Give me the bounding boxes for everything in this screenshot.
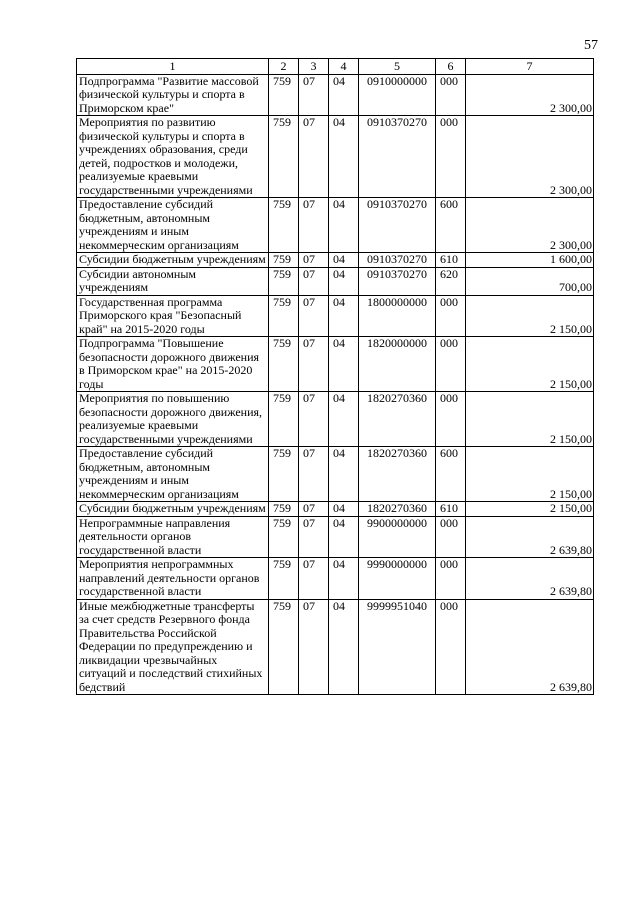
header-cell: 6: [436, 59, 466, 75]
row-amount-cell: 700,00: [466, 267, 594, 295]
row-vedomstvo-cell: 759: [269, 295, 299, 337]
table-row: [77, 198, 594, 253]
row-name-cell: Подпрограмма "Повышение безопасности дорожного движения в Приморском крае" на 2015-2020 годы: [77, 337, 269, 392]
row-podrazdel-cell: 04: [329, 558, 359, 600]
row-razdel-cell: 07: [299, 253, 329, 268]
row-podrazdel-cell: 04: [329, 516, 359, 558]
row-csr-cell: 0910370270: [359, 116, 436, 198]
row-name-cell: Мероприятия по развитию физической культуры и спорта в учреждениях образования, среди детей, подростков и молодежи, реализуемые краевыми государственными учреждениями: [77, 116, 269, 198]
row-vr-cell: 000: [436, 558, 466, 600]
row-csr-cell: 1820270360: [359, 502, 436, 517]
row-name-cell: Субсидии бюджетным учреждениям: [77, 253, 269, 268]
row-podrazdel-cell: 04: [329, 253, 359, 268]
row-name-cell: Мероприятия непрограммных направлений деятельности органов государственной власти: [77, 558, 269, 600]
table-header-row: [77, 59, 594, 75]
row-amount-cell: 2 639,80: [466, 558, 594, 600]
row-razdel-cell: 07: [299, 116, 329, 198]
row-csr-cell: 0910370270: [359, 267, 436, 295]
row-amount-cell: 2 150,00: [466, 502, 594, 517]
row-razdel-cell: 07: [299, 337, 329, 392]
row-podrazdel-cell: 04: [329, 198, 359, 253]
row-csr-cell: 9900000000: [359, 516, 436, 558]
row-podrazdel-cell: 04: [329, 392, 359, 447]
row-razdel-cell: 07: [299, 558, 329, 600]
table-row: [77, 253, 594, 268]
row-name-cell: Предоставление субсидий бюджетным, автономным учреждениям и иным некоммерческим организациям: [77, 198, 269, 253]
table-row: [77, 516, 594, 558]
row-podrazdel-cell: 04: [329, 267, 359, 295]
row-vr-cell: 000: [436, 516, 466, 558]
row-csr-cell: 9999951040: [359, 599, 436, 695]
row-vedomstvo-cell: 759: [269, 116, 299, 198]
budget-table: [76, 58, 594, 695]
row-amount-cell: 2 150,00: [466, 337, 594, 392]
row-vedomstvo-cell: 759: [269, 502, 299, 517]
row-csr-cell: 1820270360: [359, 447, 436, 502]
row-amount-cell: 2 639,80: [466, 516, 594, 558]
row-razdel-cell: 07: [299, 447, 329, 502]
row-vedomstvo-cell: 759: [269, 198, 299, 253]
table-row: [77, 392, 594, 447]
row-vedomstvo-cell: 759: [269, 337, 299, 392]
row-podrazdel-cell: 04: [329, 74, 359, 116]
header-cell: 2: [269, 59, 299, 75]
row-amount-cell: 2 300,00: [466, 198, 594, 253]
row-csr-cell: 0910370270: [359, 198, 436, 253]
row-amount-cell: 2 150,00: [466, 447, 594, 502]
row-podrazdel-cell: 04: [329, 599, 359, 695]
table-row: [77, 74, 594, 116]
table-row: [77, 295, 594, 337]
row-vr-cell: 610: [436, 253, 466, 268]
row-vr-cell: 000: [436, 74, 466, 116]
row-razdel-cell: 07: [299, 599, 329, 695]
row-name-cell: Мероприятия по повышению безопасности дорожного движения, реализуемые краевыми государственными учреждениями: [77, 392, 269, 447]
row-amount-cell: 1 600,00: [466, 253, 594, 268]
header-cell: 7: [466, 59, 594, 75]
row-razdel-cell: 07: [299, 295, 329, 337]
header-cell: 1: [77, 59, 269, 75]
row-razdel-cell: 07: [299, 502, 329, 517]
header-cell: 4: [329, 59, 359, 75]
table-row: [77, 116, 594, 198]
row-name-cell: Субсидии автономным учреждениям: [77, 267, 269, 295]
row-name-cell: Субсидии бюджетным учреждениям: [77, 502, 269, 517]
row-csr-cell: 0910000000: [359, 74, 436, 116]
row-vr-cell: 600: [436, 447, 466, 502]
row-name-cell: Подпрограмма "Развитие массовой физической культуры и спорта в Приморском крае": [77, 74, 269, 116]
header-cell: 5: [359, 59, 436, 75]
row-name-cell: Иные межбюджетные трансферты за счет средств Резервного фонда Правительства Российской Федерации по предупреждению и ликвидации чрезвычайных ситуаций и последствий стихийных бедствий: [77, 599, 269, 695]
row-podrazdel-cell: 04: [329, 116, 359, 198]
row-name-cell: Предоставление субсидий бюджетным, автономным учреждениям и иным некоммерческим организациям: [77, 447, 269, 502]
row-vr-cell: 000: [436, 295, 466, 337]
row-vr-cell: 620: [436, 267, 466, 295]
table-row: [77, 558, 594, 600]
row-amount-cell: 2 300,00: [466, 74, 594, 116]
row-vedomstvo-cell: 759: [269, 599, 299, 695]
row-vr-cell: 000: [436, 392, 466, 447]
header-cell: 3: [299, 59, 329, 75]
row-razdel-cell: 07: [299, 516, 329, 558]
page-number: 57: [584, 38, 598, 53]
row-name-cell: Непрограммные направления деятельности органов государственной власти: [77, 516, 269, 558]
table-row: [77, 502, 594, 517]
row-amount-cell: 2 150,00: [466, 295, 594, 337]
row-podrazdel-cell: 04: [329, 447, 359, 502]
row-amount-cell: 2 300,00: [466, 116, 594, 198]
row-vedomstvo-cell: 759: [269, 267, 299, 295]
table-row: [77, 447, 594, 502]
row-razdel-cell: 07: [299, 74, 329, 116]
row-vr-cell: 000: [436, 599, 466, 695]
row-csr-cell: 0910370270: [359, 253, 436, 268]
row-name-cell: Государственная программа Приморского края "Безопасный край" на 2015-2020 годы: [77, 295, 269, 337]
row-podrazdel-cell: 04: [329, 337, 359, 392]
row-vedomstvo-cell: 759: [269, 558, 299, 600]
row-podrazdel-cell: 04: [329, 502, 359, 517]
row-vedomstvo-cell: 759: [269, 516, 299, 558]
row-podrazdel-cell: 04: [329, 295, 359, 337]
row-csr-cell: 9990000000: [359, 558, 436, 600]
row-vr-cell: 000: [436, 116, 466, 198]
row-vr-cell: 610: [436, 502, 466, 517]
table-row: [77, 267, 594, 295]
row-amount-cell: 2 639,80: [466, 599, 594, 695]
row-razdel-cell: 07: [299, 267, 329, 295]
row-csr-cell: 1820000000: [359, 337, 436, 392]
row-vedomstvo-cell: 759: [269, 74, 299, 116]
row-vr-cell: 000: [436, 337, 466, 392]
row-csr-cell: 1820270360: [359, 392, 436, 447]
row-vr-cell: 600: [436, 198, 466, 253]
table-row: [77, 599, 594, 695]
row-amount-cell: 2 150,00: [466, 392, 594, 447]
row-vedomstvo-cell: 759: [269, 253, 299, 268]
row-vedomstvo-cell: 759: [269, 447, 299, 502]
row-razdel-cell: 07: [299, 392, 329, 447]
table-body: [77, 74, 594, 695]
table-row: [77, 337, 594, 392]
row-csr-cell: 1800000000: [359, 295, 436, 337]
row-razdel-cell: 07: [299, 198, 329, 253]
row-vedomstvo-cell: 759: [269, 392, 299, 447]
